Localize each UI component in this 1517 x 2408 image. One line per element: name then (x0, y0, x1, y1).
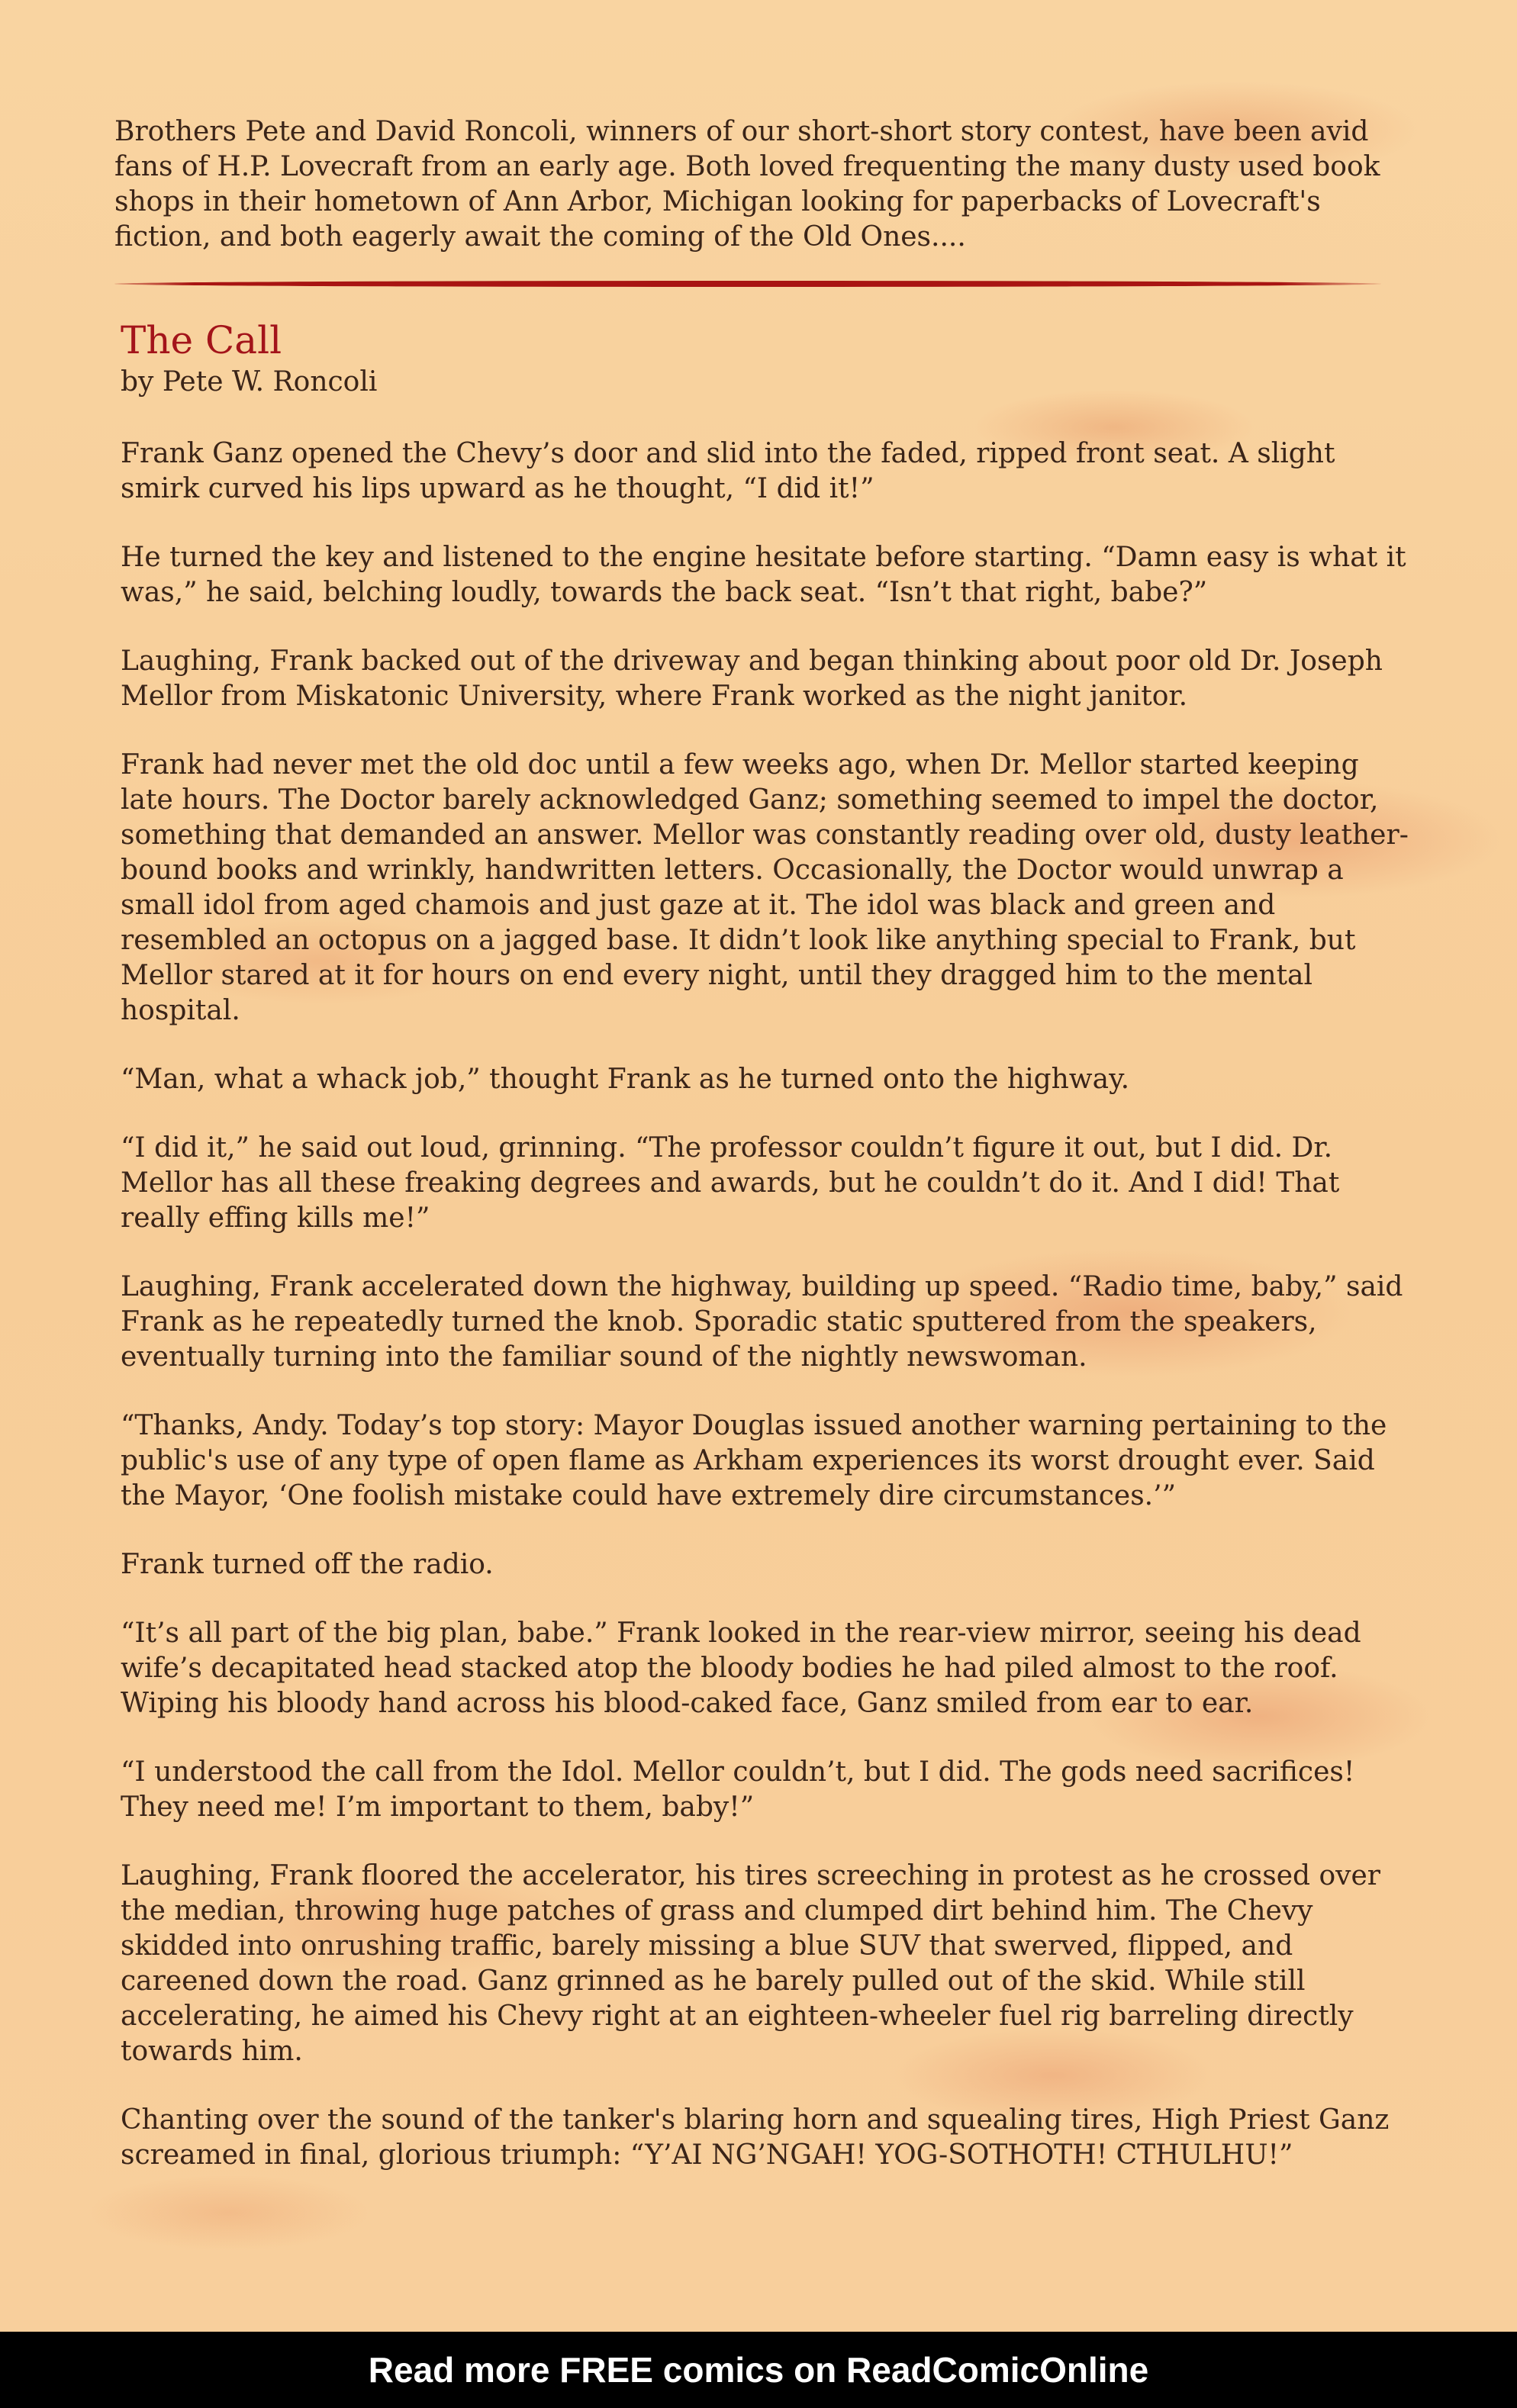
story-paragraph: Frank Ganz opened the Chevy’s door and slid into the faded, ripped front seat. A slight smirk curved his lips upward as he thought, “I did it!” (121, 438, 1335, 504)
story-body (121, 436, 1410, 2207)
story-paragraph: Laughing, Frank backed out of the driveway and began thinking about poor old Dr. Joseph Mellor from Miskatonic University, where Frank worked as the night janitor. (121, 645, 1383, 712)
story-paragraph: “Thanks, Andy. Today’s top story: Mayor Douglas issued another warning pertaining to the public's use of any type of open flame as Arkham experiences its worst drought ever. Said the Mayor, ‘One foolish mistake could have extremely dire circumstances.’” (121, 1410, 1387, 1511)
story-paragraph: Laughing, Frank accelerated down the highway, building up speed. “Radio time, baby,” said Frank as he repeatedly turned the knob. Sporadic static sputtered from the speakers, eventually turning into the familiar sound of the nightly newswoman. (121, 1271, 1403, 1373)
story-paragraph: “Man, what a whack job,” thought Frank as he turned onto the highway. (121, 1064, 1130, 1095)
red-divider (114, 281, 1381, 287)
intro-paragraph: Brothers Pete and David Roncoli, winners of our short-short story contest, have been avid fans of H.P. Lovecraft from an early age. Both loved frequenting the many dusty used book shops in their hometown of Ann Arbor, Michigan looking for paperbacks of Lovecraft's fiction, and both eagerly await the coming of the Old Ones.... (114, 116, 1380, 253)
story-paragraph: He turned the key and listened to the engine hesitate before starting. “Damn easy is what it was,” he said, belching loudly, towards the back seat. “Isn’t that right, babe?” (121, 542, 1406, 608)
read-more-banner[interactable]: Read more FREE comics on ReadComicOnline (0, 2332, 1517, 2408)
story-paragraph: “I did it,” he said out loud, grinning. “The professor couldn’t figure it out, but I did. Dr. Mellor has all these freaking degrees and awards, but he couldn’t do it. And I did! That really effing kills me!” (121, 1132, 1340, 1234)
story-byline: by Pete W. Roncoli (121, 366, 378, 398)
story-paragraph: Frank turned off the radio. (121, 1549, 494, 1580)
story-paragraph: “I understood the call from the Idol. Mellor couldn’t, but I did. The gods need sacrifices! They need me! I’m important to them, baby!” (121, 1756, 1355, 1823)
story-paragraph: Frank had never met the old doc until a few weeks ago, when Dr. Mellor started keeping late hours. The Doctor barely acknowledged Ganz; something seemed to impel the doctor, something that demanded an answer. Mellor was constantly reading over old, dusty leather-bound books and wrinkly, handwritten letters. Occasionally, the Doctor would unwrap a small idol from aged chamois and just gaze at it. The idol was black and green and resembled an octopus on a jagged base. It didn’t look like anything special to Frank, but Mellor stared at it for hours on end every night, until they dragged him to the mental hospital. (121, 749, 1409, 1026)
story-paragraph: “It’s all part of the big plan, babe.” Frank looked in the rear-view mirror, seeing his dead wife’s decapitated head stacked atop the bloody bodies he had piled almost to the roof. Wiping his bloody hand across his blood-caked face, Ganz smiled from ear to ear. (121, 1618, 1361, 1719)
story-paragraph: Chanting over the sound of the tanker's blaring horn and squealing tires, High Priest Ganz screamed in final, glorious triumph: “Y’AI NG’NGAH! YOG-SOTHOTH! CTHULHU!” (121, 2104, 1390, 2171)
story-title: The Call (121, 318, 282, 362)
story-paragraph: Laughing, Frank floored the accelerator, his tires screeching in protest as he crossed over the median, throwing huge patches of grass and clumped dirt behind him. The Chevy skidded into onrushing traffic, barely missing a blue SUV that swerved, flipped, and careened down the road. Ganz grinned as he barely pulled out of the skid. While still accelerating, he aimed his Chevy right at an eighteen-wheeler fuel rig barreling directly towards him. (121, 1860, 1381, 2067)
